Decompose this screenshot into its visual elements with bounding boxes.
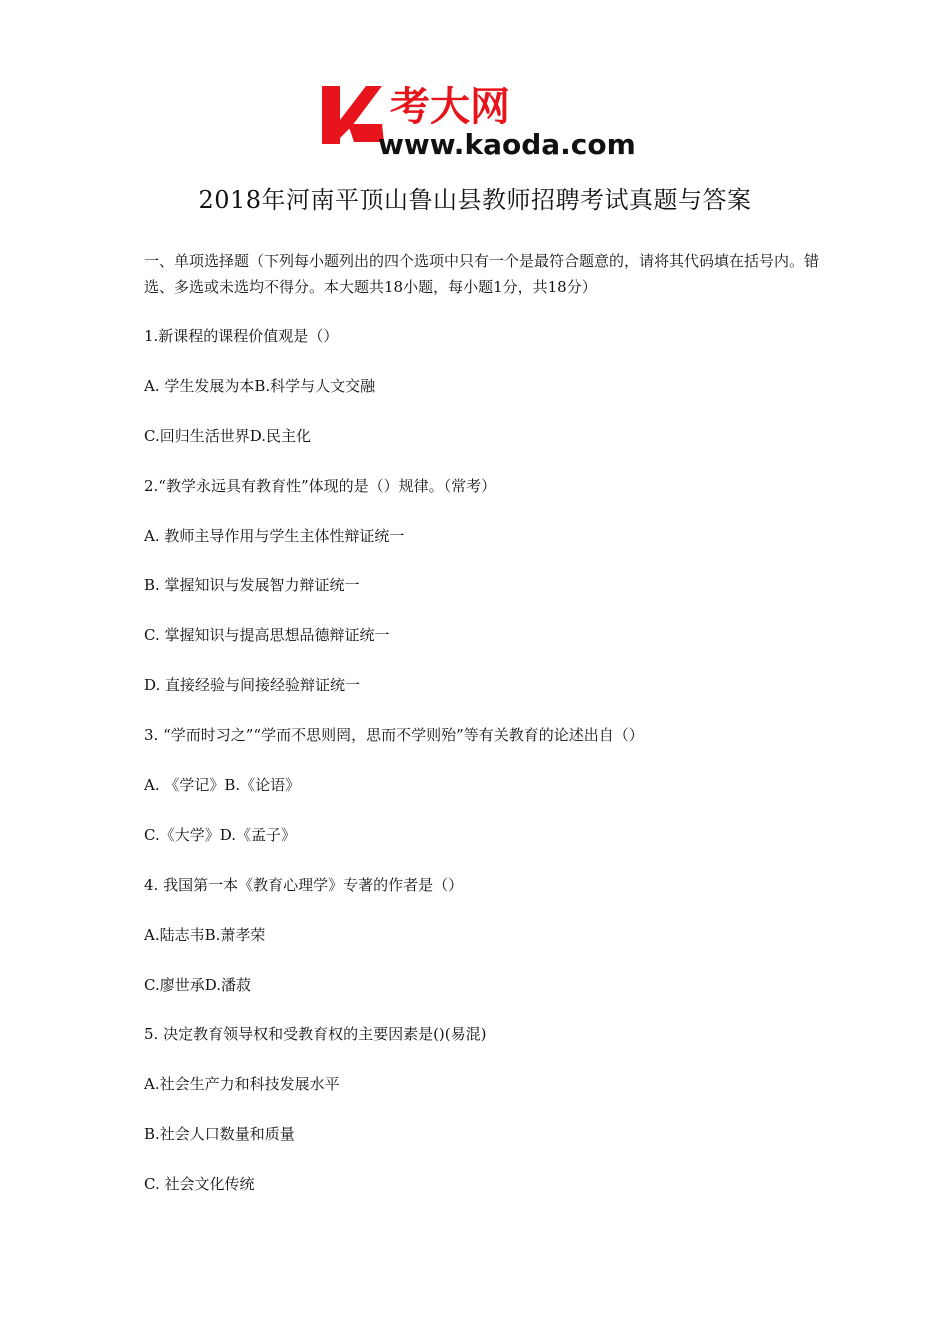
kaoda-logo-mark bbox=[318, 80, 648, 160]
question-2: 2.“教学永远具有教育性”体现的是（）规律。（常考） bbox=[144, 476, 497, 495]
kaoda-logo bbox=[318, 80, 648, 160]
logo-brand-url: www.kaoda.com bbox=[378, 128, 636, 160]
question-2-option-d: D. 直接经验与间接经验辩证统一 bbox=[144, 676, 361, 695]
question-2-option-a: A. 教师主导作用与学生主体性辩证统一 bbox=[144, 526, 405, 545]
question-1-options-cd: C.回归生活世界D.民主化 bbox=[144, 426, 311, 445]
question-5: 5. 决定教育领导权和受教育权的主要因素是()(易混) bbox=[144, 1025, 487, 1044]
question-4: 4. 我国第一本《教育心理学》专著的作者是（） bbox=[144, 875, 464, 894]
section-intro: 一、单项选择题（下列每小题列出的四个选项中只有一个是最符合题意的，请将其代码填在括号内。错选、多选或未选均不得分。本大题共18小题，每小题1分，共18分） bbox=[144, 252, 820, 296]
question-1: 1.新课程的课程价值观是（） bbox=[144, 327, 339, 345]
logo-k-letter bbox=[322, 86, 384, 144]
question-2-option-b: B. 掌握知识与发展智力辩证统一 bbox=[144, 576, 360, 595]
question-5-option-b: B.社会人口数量和质量 bbox=[144, 1125, 295, 1144]
question-4-options-cd: C.廖世承D.潘菽 bbox=[144, 975, 251, 994]
question-2-option-c: C. 掌握知识与提高思想品德辩证统一 bbox=[144, 626, 390, 645]
question-1-options-ab: A. 学生发展为本B.科学与人文交融 bbox=[144, 376, 376, 395]
document-body bbox=[144, 248, 824, 1222]
question-3-options-cd: C.《大学》D.《孟子》 bbox=[144, 825, 296, 844]
question-4-options-ab: A.陆志韦B.萧孝荣 bbox=[144, 925, 266, 944]
question-5-option-a: A.社会生产力和科技发展水平 bbox=[144, 1075, 340, 1094]
document-title: 2018年河南平顶山鲁山县教师招聘考试真题与答案 bbox=[198, 186, 752, 214]
question-3-options-ab: A. 《学记》B.《论语》 bbox=[144, 776, 301, 795]
question-5-option-c: C. 社会文化传统 bbox=[144, 1175, 255, 1194]
question-3: 3. “学而时习之”“学而不思则罔，思而不学则殆”等有关教育的论述出自（） bbox=[144, 726, 644, 745]
logo-brand-cn: 考大网 bbox=[390, 84, 510, 130]
